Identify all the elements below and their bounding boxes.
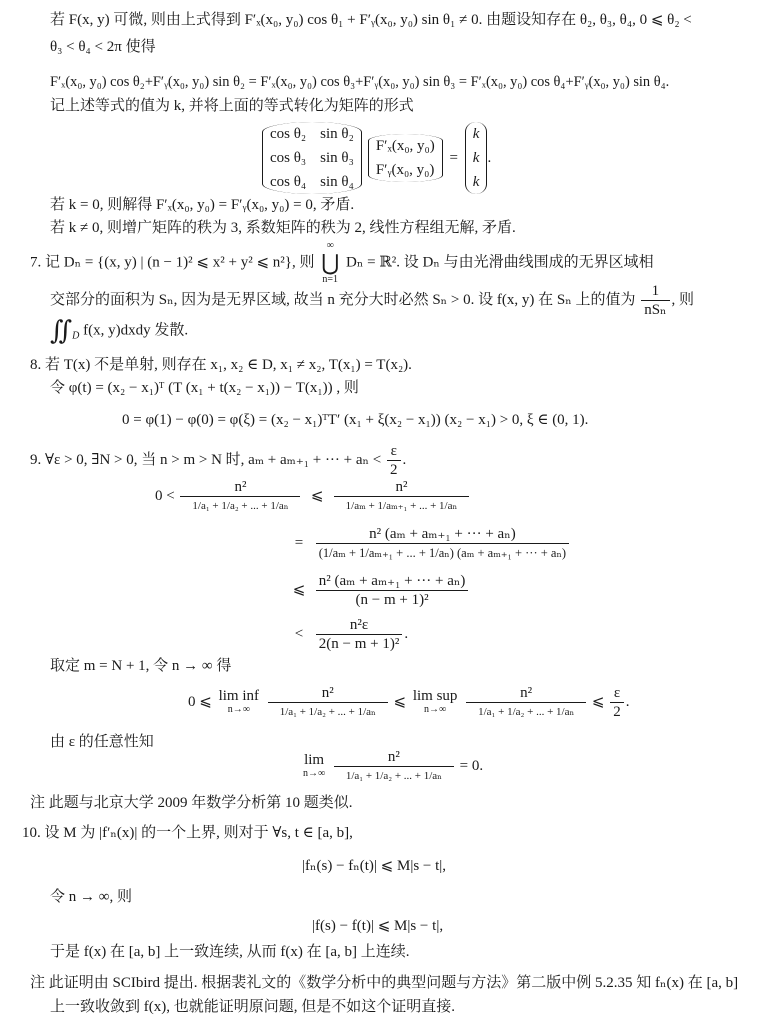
equation: 0 = φ(1) − φ(0) = φ(ξ) = (x₂ − x₁)ᵀT′ (x₁ + ξ(x₂ − x₁)) (x₂ − x₁) > 0, ξ ∈ (0, 1). bbox=[122, 412, 589, 428]
text: 设 M 为 |f′ₙ(x)| 的一个上界, 则对于 ∀s, t ∈ [a, b], bbox=[44, 825, 353, 841]
numerator: n²ε bbox=[349, 617, 369, 633]
relation: = bbox=[294, 534, 304, 551]
note-continuation: 上一致收敛到 f(x), 也就能证明原问题, 但是不如这个证明直接. bbox=[50, 999, 455, 1015]
matrix-cell: cos θ₂ bbox=[270, 126, 307, 142]
limit-row bbox=[300, 748, 483, 785]
vector-cell: F′ₓ(x₀, y₀) bbox=[375, 138, 435, 154]
text: Dₙ = ℝ². 设 Dₙ 与由光滑曲线围成的无界区域相 bbox=[346, 254, 654, 271]
denominator: 1/a₁ + 1/a₂ + ... + 1/aₙ bbox=[180, 496, 300, 515]
text: , 则 bbox=[671, 291, 695, 308]
equation: |fₙ(s) − fₙ(t)| ⩽ M|s − t|, bbox=[302, 858, 447, 874]
numerator: n² bbox=[520, 685, 533, 701]
limit-subscript: n→∞ bbox=[424, 703, 447, 715]
relation: ⩽ bbox=[310, 487, 324, 504]
text: 若 T(x) 不是单射, 则存在 x₁, x₂ ∈ D, x₁ ≠ x₂, T(x₁) = T(x₂). bbox=[45, 357, 412, 373]
numerator: n² (aₘ + aₘ₊₁ + ··· + aₙ) bbox=[369, 526, 516, 542]
denominator: 1/aₘ + 1/aₘ₊₁ + ... + 1/aₙ bbox=[334, 496, 469, 515]
item-9-line-1 bbox=[30, 442, 406, 479]
matrix-cell: cos θ₄ bbox=[270, 174, 307, 190]
vector-cell: k bbox=[472, 150, 480, 166]
relation: ⩽ bbox=[292, 581, 306, 598]
numerator: n² bbox=[321, 685, 334, 701]
punctuation: . bbox=[404, 625, 409, 642]
rhs-vector bbox=[465, 122, 488, 194]
punctuation: . bbox=[487, 149, 492, 166]
vector-cell: k bbox=[472, 126, 480, 142]
denominator: 2 bbox=[387, 460, 401, 479]
matrix-cell: sin θ₃ bbox=[320, 150, 354, 166]
text: 0 ⩽ bbox=[188, 693, 212, 710]
item-7-line-3 bbox=[50, 316, 188, 346]
double-integral-symbol: ∬ bbox=[50, 316, 73, 345]
equation: |f(s) − f(t)| ⩽ M|s − t|, bbox=[312, 918, 444, 934]
liminf-row bbox=[188, 684, 630, 721]
vector-cell: k bbox=[472, 174, 480, 190]
item-number: 7. bbox=[30, 254, 42, 271]
vector-cell: F′ᵧ(x₀, y₀) bbox=[375, 162, 435, 178]
limit-operator: lim bbox=[304, 751, 325, 768]
text: 交部分的面积为 Sₙ, 因为是无界区域, 故当 n 充分大时必然 Sₙ > 0. 设 f(x, y) 在 Sₙ 上的值为 bbox=[50, 291, 636, 308]
numerator: n² (aₘ + aₘ₊₁ + ··· + aₙ) bbox=[318, 573, 466, 589]
denominator: 1/a₁ + 1/a₂ + ... + 1/aₙ bbox=[268, 702, 388, 721]
item-10-line-1 bbox=[22, 823, 353, 843]
punctuation: . bbox=[402, 451, 407, 468]
denominator: 2 bbox=[610, 702, 624, 721]
matrix bbox=[262, 122, 362, 194]
relation: ⩽ bbox=[591, 693, 605, 710]
limit-subscript: n→∞ bbox=[303, 767, 326, 779]
numerator: n² bbox=[387, 749, 400, 765]
numerator: n² bbox=[234, 479, 247, 495]
note: 注 此证明由 SCIbird 提出. 根据裴礼文的《数学分析中的典型问题与方法》第二版中例 5.2.35 知 fₙ(x) 在 [a, b] bbox=[30, 975, 739, 991]
numerator: 1 bbox=[651, 283, 660, 299]
inequality-row bbox=[155, 478, 471, 515]
text: 记 Dₙ = {(x, y) | (n − 1)² ⩽ x² + y² ⩽ n²}, 则 bbox=[45, 254, 315, 271]
union-symbol: ⋃ bbox=[321, 250, 340, 275]
denominator: 2(n − m + 1)² bbox=[316, 634, 403, 653]
relation: ⩽ bbox=[393, 693, 407, 710]
paragraph-line: 由 ε 的任意性知 bbox=[50, 734, 154, 750]
denominator: (n − m + 1)² bbox=[316, 590, 469, 609]
fraction bbox=[387, 442, 401, 479]
item-number: 10. bbox=[22, 825, 41, 841]
matrix-cell: sin θ₂ bbox=[320, 126, 354, 142]
denominator: (1/aₘ + 1/aₘ₊₁ + ... + 1/aₙ) (aₘ + aₘ₊₁ + ··· + aₙ) bbox=[316, 543, 569, 562]
paragraph-line: 取定 m = N + 1, 令 n → ∞ 得 bbox=[50, 658, 232, 674]
matrix-cell: sin θ₄ bbox=[320, 174, 354, 190]
numerator: ε bbox=[613, 685, 621, 701]
paragraph-line: 令 n → ∞, 则 bbox=[50, 889, 132, 905]
limsup-operator: lim sup bbox=[412, 687, 458, 704]
union-lower: n=1 bbox=[322, 274, 339, 285]
paragraph-line: 记上述等式的值为 k, 并将上面的等式转化为矩阵的形式 bbox=[50, 98, 414, 114]
text: 0 < bbox=[155, 487, 175, 504]
vector bbox=[368, 134, 443, 182]
text: = 0. bbox=[459, 757, 484, 774]
item-7-line-1 bbox=[30, 240, 654, 286]
item-number: 8. bbox=[30, 357, 42, 373]
paragraph-line: 于是 f(x) 在 [a, b] 上一致连续, 从而 f(x) 在 [a, b] 上连续. bbox=[50, 944, 410, 960]
denominator: 1/a₁ + 1/a₂ + ... + 1/aₙ bbox=[334, 766, 454, 785]
item-8-line-1 bbox=[30, 355, 412, 375]
paragraph-line: 若 k = 0, 则解得 F′ₓ(x₀, y₀) = F′ᵧ(x₀, y₀) = 0, 矛盾. bbox=[50, 197, 355, 213]
equation: F′ₓ(x₀, y₀) cos θ₂+F′ᵧ(x₀, y₀) sin θ₂ = F′ₓ(x₀, y₀) cos θ₃+F′ᵧ(x₀, y₀) sin θ₃ = F′ₓ(x₀, y₀) cos θ₄+F′ᵧ(x₀, y₀) sin θ₄. bbox=[50, 74, 670, 90]
integral-domain: D bbox=[72, 330, 80, 342]
numerator: ε bbox=[390, 443, 397, 459]
inequality-row bbox=[288, 572, 470, 609]
limit-subscript: n→∞ bbox=[227, 703, 250, 715]
paragraph-line: 令 φ(t) = (x₂ − x₁)ᵀ (T (x₁ + t(x₂ − x₁)) − T(x₁)) , 则 bbox=[50, 380, 359, 396]
union-operator bbox=[321, 240, 339, 286]
liminf-operator: lim inf bbox=[218, 687, 259, 704]
matrix-cell: cos θ₃ bbox=[270, 150, 307, 166]
numerator: n² bbox=[395, 479, 408, 495]
inequality-row bbox=[288, 616, 408, 653]
denominator: 1/a₁ + 1/a₂ + ... + 1/aₙ bbox=[466, 702, 586, 721]
item-7-line-2 bbox=[50, 282, 694, 319]
paragraph-line: 若 F(x, y) 可微, 则由上式得到 F′ₓ(x₀, y₀) cos θ₁ + F′ᵧ(x₀, y₀) sin θ₁ ≠ 0. 由题设知存在 θ₂, θ₃, θ₄, 0 ⩽ θ₂ < bbox=[50, 12, 692, 28]
denominator: nSₙ bbox=[641, 300, 669, 319]
text: f(x, y)dxdy 发散. bbox=[83, 322, 189, 339]
punctuation: . bbox=[625, 693, 630, 710]
relation: < bbox=[294, 625, 304, 642]
item-number: 9. bbox=[30, 451, 42, 468]
union-upper: ∞ bbox=[326, 240, 334, 251]
matrix-equation bbox=[262, 122, 491, 194]
fraction bbox=[641, 282, 669, 319]
note: 注 此题与北京大学 2009 年数学分析第 10 题类似. bbox=[30, 795, 353, 811]
paragraph-line: 若 k ≠ 0, 则增广矩阵的秩为 3, 系数矩阵的秩为 2, 线性方程组无解, 矛盾. bbox=[50, 220, 516, 236]
paragraph-line: θ₃ < θ₄ < 2π 使得 bbox=[50, 39, 156, 55]
text: ∀ε > 0, ∃N > 0, 当 n > m > N 时, aₘ + aₘ₊₁ + ··· + aₙ < bbox=[45, 451, 382, 468]
inequality-row bbox=[288, 525, 571, 562]
equals-sign: = bbox=[449, 149, 459, 166]
